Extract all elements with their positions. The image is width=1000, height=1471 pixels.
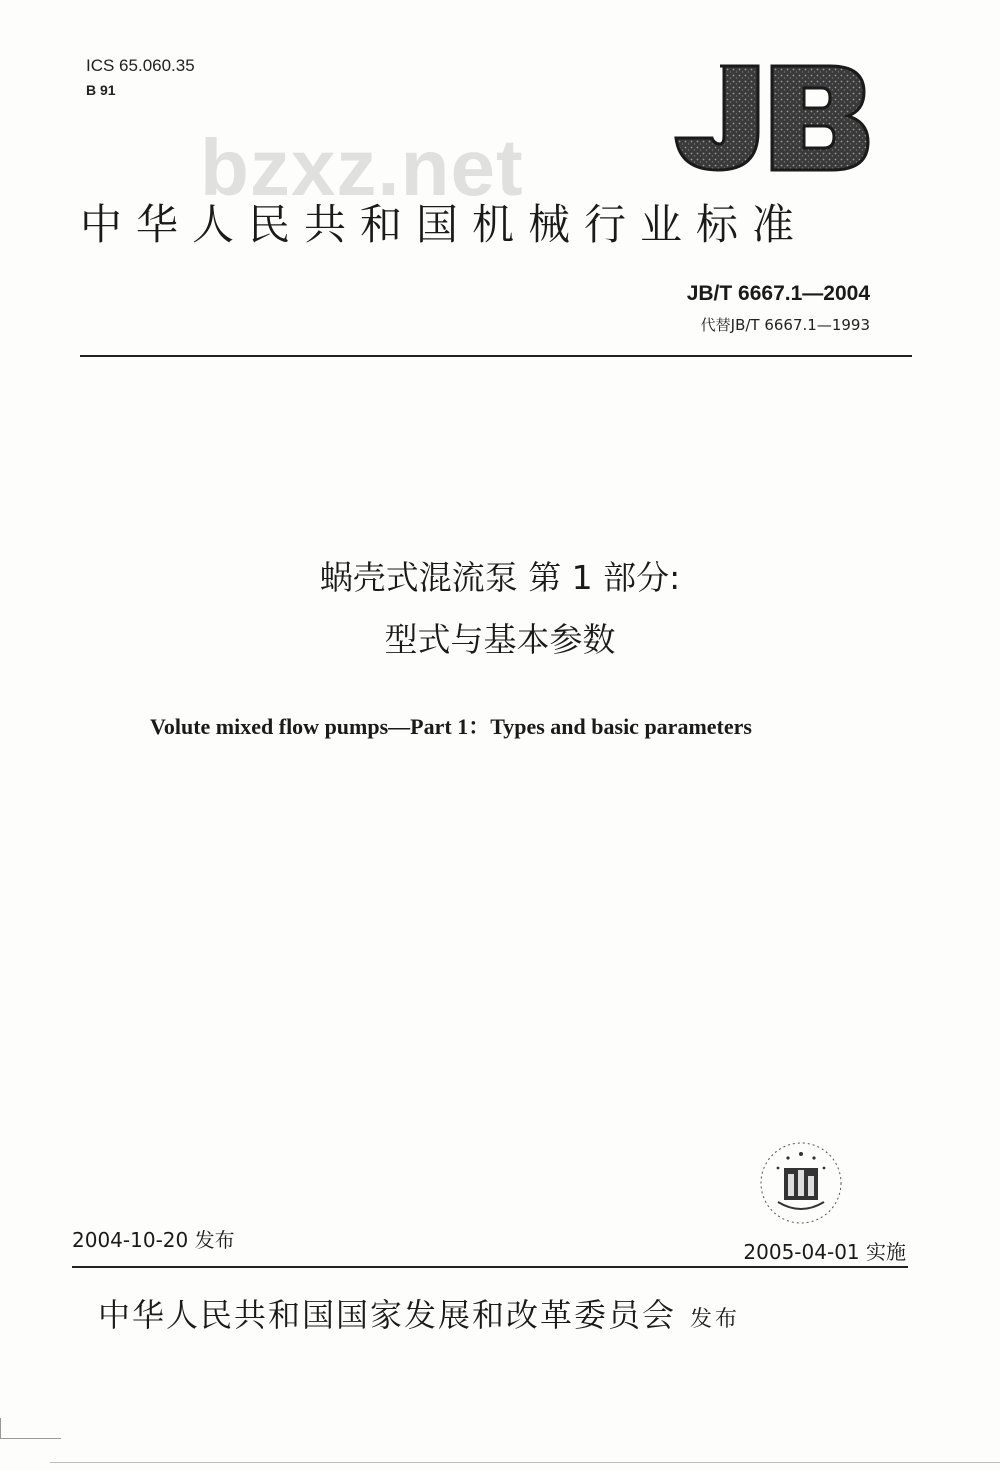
jb-logo [672, 62, 872, 174]
bottom-divider [72, 1266, 908, 1268]
watermark: bzxz.net [200, 123, 524, 212]
title-cn-line1: 蜗壳式混流泵 第 1 部分: [319, 558, 681, 597]
issue-date: 2004-10-20 发布 [72, 1228, 235, 1252]
ics-code: ICS 65.060.35 [86, 56, 195, 75]
header-title: 中华人民共和国机械行业标准 [80, 200, 809, 249]
classification-code: B 91 [86, 82, 116, 98]
standard-number [687, 282, 870, 306]
implementation-date: 2005-04-01 实施 [743, 1240, 906, 1264]
publisher-seal-icon [758, 1140, 844, 1226]
title-en: Volute mixed flow pumps—Part 1：Types and basic parameters [150, 714, 752, 739]
issuer-suffix: 发布 [690, 1307, 741, 1332]
issuer-name: 中华人民共和国国家发展和改革委员会 [98, 1296, 677, 1334]
top-divider [80, 355, 912, 357]
title-cn-line2: 型式与基本参数 [384, 620, 616, 659]
scan-corner-mark [0, 1418, 61, 1439]
standard-number-text: JB/T 6667.1—2004 [686, 282, 870, 305]
scan-bottom-edge [50, 1462, 1000, 1463]
issuing-authority [98, 1290, 740, 1336]
replaces-standard: 代替JB/T 6667.1—1993 [700, 316, 870, 334]
